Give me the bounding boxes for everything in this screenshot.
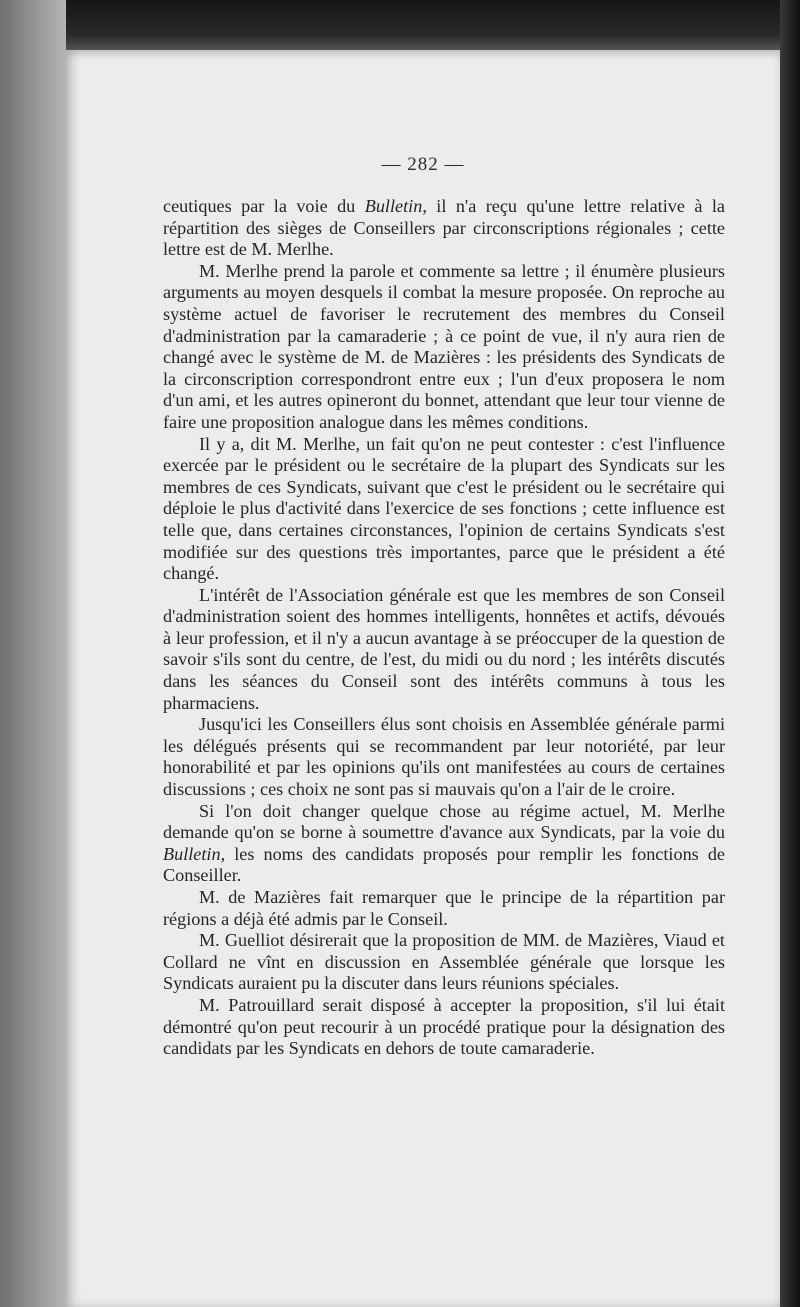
paragraph bbox=[163, 196, 725, 261]
text-run: M. Guelliot désirerait que la proposition de MM. de Mazières, Viaud et Collard ne vînt en discussion en Assemblée générale que lorsque les Syndicats auraient pu la discuter dans leurs réunions spéciales. bbox=[163, 930, 725, 994]
paragraph bbox=[163, 930, 725, 995]
text-run: M. Merlhe prend la parole et commente sa lettre ; il énumère plusieurs arguments au moyen desquels il combat la mesure proposée. On reproche au système actuel de favoriser le recrutement des membres du Conseil d'administration par la camaraderie ; à ce point de vue, il n'y aura rien de changé avec le système de M. de Mazières : les présidents des Syndicats de la circonscription correspondront entre eux ; l'un d'eux proposera le nom d'un ami, et les autres opineront du bonnet, attendant que leur tour vienne de faire une proposition analogue dans les mêmes conditions. bbox=[163, 260, 725, 432]
scan-right-border bbox=[780, 0, 800, 1307]
scan-left-border bbox=[0, 0, 66, 1307]
paragraph bbox=[163, 887, 725, 930]
italic-text: Bulletin bbox=[163, 843, 221, 864]
text-run: M. de Mazières fait remarquer que le principe de la répartition par régions a déjà été admis par le Conseil. bbox=[163, 887, 725, 929]
paragraph bbox=[163, 434, 725, 585]
text-run: M. Patrouillard serait disposé à accepter la proposition, s'il lui était démontré qu'on peut recourir à un procédé pratique pour la désignation des candidats par les Syndicats en dehors de toute camaraderie. bbox=[163, 994, 725, 1059]
italic-text: Bulletin bbox=[364, 196, 423, 216]
text-run: Il y a, dit M. Merlhe, un fait qu'on ne peut contester : c'est l'influence exercée par le président ou le secrétaire de la plupart des Syndicats sur les membres de ces Syndicats, suivant que c'est le président ou le secrétaire qui déploie le plus d'activité dans l'exercice de ses fonctions ; cette influence est telle que, dans certaines circonstances, l'opinion de certains Syndicats s'est modifiée sur des questions très importantes, parce que le président a été changé. bbox=[163, 433, 725, 584]
page-number: — 282 — bbox=[381, 154, 465, 175]
text-run: , il n'a reçu qu'une lettre relative à la répartition des sièges de Conseillers par circonscriptions régionales ; cette lettre est de M. Merlhe. bbox=[163, 196, 725, 260]
paragraph bbox=[163, 995, 725, 1060]
scan-top-border bbox=[0, 0, 800, 50]
paragraph bbox=[163, 714, 725, 800]
text-run: , les noms des candidats proposés pour remplir les fonctions de Conseiller. bbox=[163, 843, 725, 886]
paragraph bbox=[163, 585, 725, 715]
text-run: Jusqu'ici les Conseillers élus sont choisis en Assemblée générale parmi les délégués présents qui se recommandent par leur notoriété, par leur honorabilité et par les opinions qu'ils ont manifestées au cours de certaines discussions ; ces choix ne sont pas si mauvais qu'on a l'air de le croire. bbox=[163, 714, 725, 800]
body-text bbox=[163, 196, 725, 1060]
book-page bbox=[66, 50, 780, 1307]
paragraph bbox=[163, 801, 725, 887]
text-run: ceutiques par la voie du bbox=[163, 196, 365, 216]
text-run: Si l'on doit changer quelque chose au régime actuel, M. Merlhe demande qu'on se borne à soumettre d'avance aux Syndicats, par la voie du bbox=[163, 800, 725, 843]
paragraph bbox=[163, 261, 725, 434]
text-run: L'intérêt de l'Association générale est que les membres de son Conseil d'administration soient des hommes intelligents, honnêtes et actifs, dévoués à leur profession, et il n'y a aucun avantage à se préoccuper de la question de savoir s'ils sont du centre, de l'est, du midi ou du nord ; les intérêts discutés dans les séances du Conseil sont des intérêts communs à tous les pharmaciens. bbox=[163, 584, 725, 713]
